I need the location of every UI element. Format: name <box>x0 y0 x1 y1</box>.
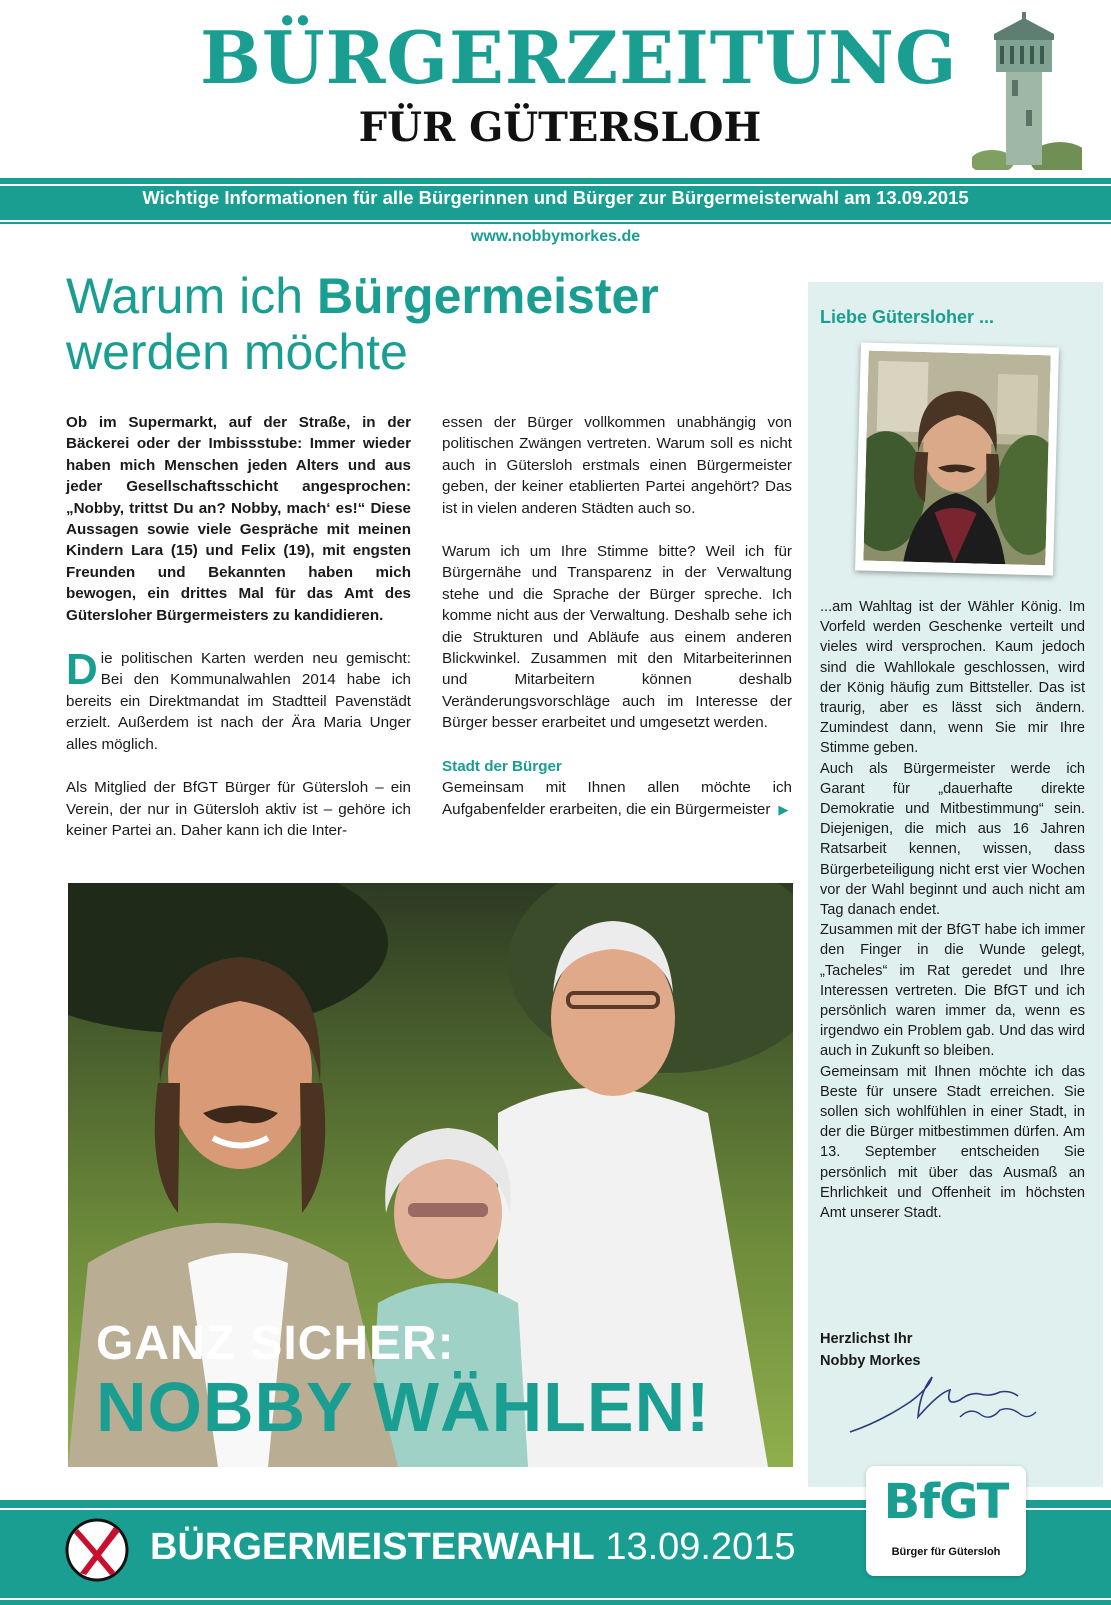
article-subhead: Stadt der Bürger <box>442 757 562 775</box>
slogan-line-2: NOBBY WÄHLEN! <box>96 1368 711 1446</box>
article-column-1 <box>66 412 411 861</box>
article-column-2 <box>442 412 792 820</box>
sidebar-paragraph: ...am Wahltag ist der Wähler König. Im Vorfeld werden Geschenke verteilt und vieles wird versprochen. Kaum jedoch sind die Wahllokale geschlossen, wird der König häufig zum Bittsteller. Das ist traurig, aber es lässt sich ändern. Zumindest dann, wenn Sie mir Ihre Stimme geben. <box>820 599 1085 757</box>
paragraph-4-text: Gemeinsam mit Ihnen allen möchte ich Aufgabenfelder erarbeiten, die ein Bürgermeister <box>442 779 792 818</box>
footer-label-bold: BÜRGERMEISTERWAHL <box>150 1526 595 1568</box>
article-headline <box>66 268 786 380</box>
sidebar-paragraph: Zusammen mit der BfGT habe ich immer den Finger in die Wunde gelegt, „Tacheles“ im Rat geredet und Ihre Interessen vertreten. Die BfGT und ich persönlich waren immer da, wenn es irgendwo ein Problem gab. Und das wird auch in Zukunft so bleiben. <box>820 922 1085 1060</box>
masthead-title: BÜRGERZEITUNG <box>200 15 958 100</box>
sidebar-title: Liebe Gütersloher ... <box>820 307 995 327</box>
closing-greeting: Herzlichst Ihr <box>820 1331 913 1347</box>
continue-arrow-icon: ▶ <box>778 801 789 817</box>
paragraph-1-text: ie politischen Karten werden neu gemischt: Bei den Kommunalwahlen 2014 habe ich bereits ein Direktmandat im Stadtteil Pavenstädt erzielt. Außerdem ist nach der Ära Maria Unger alles möglich. <box>66 650 411 753</box>
headline-part2: werden möchte <box>66 324 408 380</box>
water-tower-image <box>972 10 1082 170</box>
drop-cap: D <box>66 645 98 695</box>
logo-subtitle: Bürger für Gütersloh <box>891 1546 1001 1558</box>
article-paragraph-4 <box>442 777 792 820</box>
article-paragraph-3: Warum ich um Ihre Stimme bitte? Weil ich für Bürgernähe und Transparenz in der Verwaltung stehe und die Sprache der Bürger spreche. Ich komme nicht aus der Verwaltung. Deshalb sehe ich die Strukturen und Abläufe aus einem anderen Blickwinkel. Zusammen mit den Mitarbeiterinnen und Mitarbeitern können deshalb Veränderungsvorschläge auch im Interesse der Bürger besser erarbeitet und umgesetzt werden. <box>442 543 792 732</box>
article-paragraph-2-continued: essen der Bürger vollkommen unabhängig von politischen Zwängen vertreten. Warum soll es nicht auch in Gütersloh erstmals einen Bürgermeister geben, der keiner etablierten Partei angehört? Das ist in vielen anderen Städten auch so. <box>442 414 792 517</box>
handwritten-signature <box>840 1362 1070 1442</box>
portrait-illustration <box>863 351 1050 566</box>
closing-name: Nobby Morkes <box>820 1353 921 1369</box>
slogan-line-1: GANZ SICHER: <box>96 1317 455 1370</box>
footer-date: 13.09.2015 <box>605 1526 796 1568</box>
article-paragraph-1 <box>66 645 411 755</box>
info-banner-text: Wichtige Informationen für alle Bürgerinnen und Bürger zur Bürgermeisterwahl am 13.09.2015 <box>142 187 969 208</box>
candidate-portrait-photo <box>855 342 1059 575</box>
sidebar-paragraph: Auch als Bürgermeister werde ich Garant für „dauerhafte direkte Demokratie und Mitbestimmung“ sein. Diejenigen, die mich aus 16 Jahren Ratsarbeit kennen, wissen, dass Bürgerbeteiligung nicht erst vier Wochen vor der Wahl beginnt und auch nicht am Tag danach endet. <box>820 760 1085 919</box>
bfgt-logo <box>866 1466 1026 1576</box>
footer-election-label <box>150 1528 796 1566</box>
portrait-image <box>863 351 1050 566</box>
sidebar-text <box>820 597 1085 1223</box>
article-paragraph-2: Als Mitglied der BfGT Bürger für Gütersloh – ein Verein, der nur in Gütersloh aktiv ist – gehöre ich keiner Partei an. Daher kann ich die Inter- <box>66 779 411 839</box>
website-link[interactable]: www.nobbymorkes.de <box>470 228 641 245</box>
masthead-subtitle: FÜR GÜTERSLOH <box>358 104 762 151</box>
headline-bold: Bürgermeister <box>316 268 659 324</box>
sidebar-paragraph: Gemeinsam mit Ihnen möchte ich das Beste für unsere Stadt erreichen. Sie sollen sich wohlfühlen in einer Stadt, in der die Bürger mitbestimmen dürfen. Am 13. September entscheiden Sie persönlich mit über das Ausmaß an Ehrlichkeit und Offenheit im höchsten Amt unserer Stadt. <box>820 1063 1085 1222</box>
info-band <box>0 178 1111 224</box>
headline-part1: Warum ich <box>66 268 317 324</box>
article-lead: Ob im Supermarkt, auf der Straße, in der Bäckerei oder der Imbissstube: Immer wieder haben mich Menschen jeden Alters und aus jeder Gesellschaftsschicht angesprochen: „Nobby, trittst Du an? Nobby, mach‘ es!“ Diese Aussagen sowie viele Gespräche mit meinen Kindern Lara (15) und Felix (19), mit engsten Freunden und Bekannten haben mich bewogen, ein drittes Mal für das Amt des Gütersloher Bürgermeisters zu kandidieren. <box>66 414 411 624</box>
ballot-cross-icon <box>64 1517 130 1583</box>
logo-mark: BfGT <box>883 1474 1009 1530</box>
